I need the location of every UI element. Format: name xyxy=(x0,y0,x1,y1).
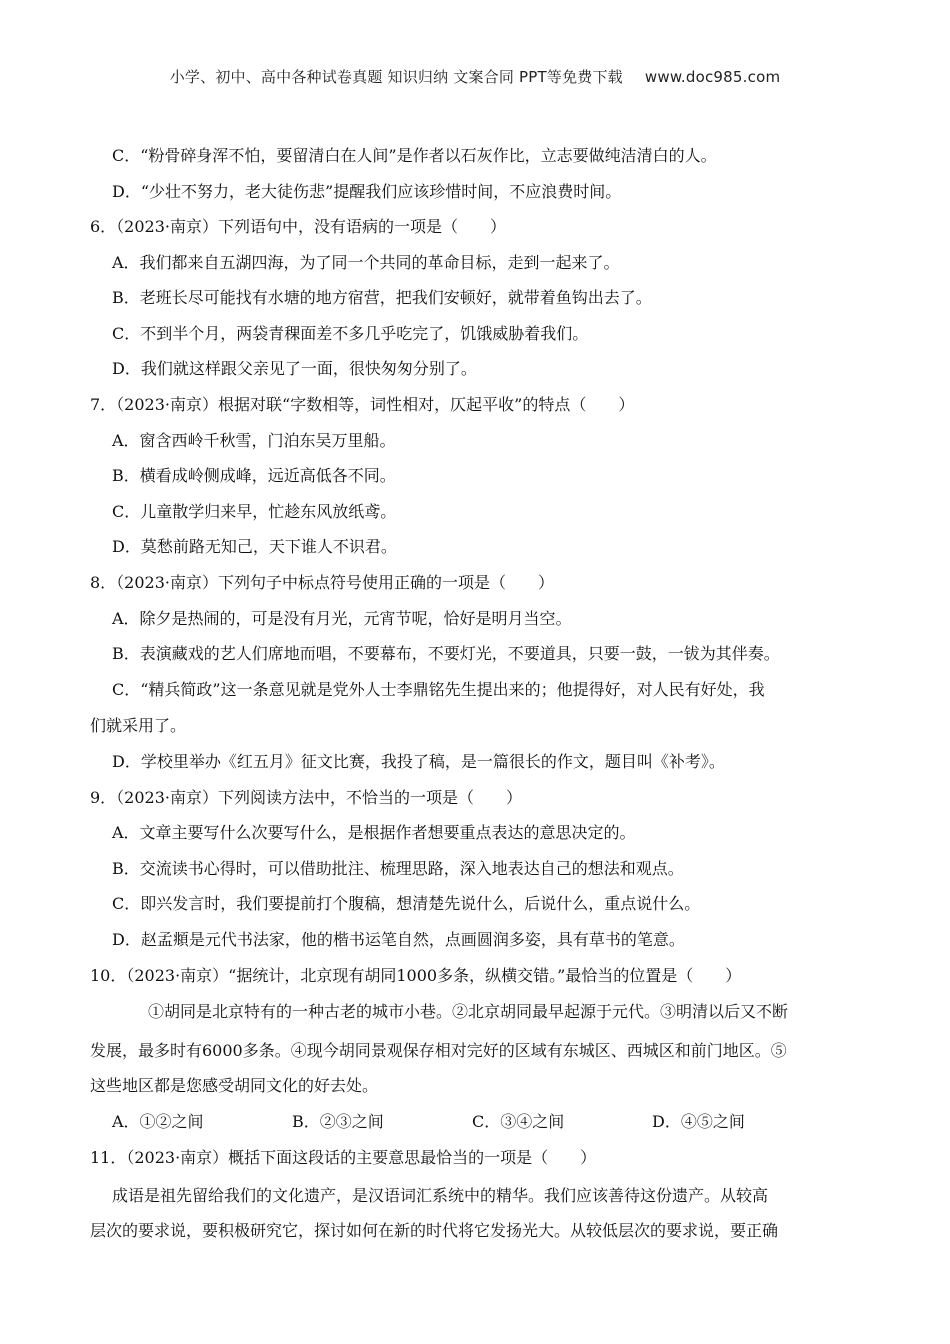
q9-option-a: A．文章主要写什么次要写什么，是根据作者想要重点表达的意思决定的。 xyxy=(112,823,636,842)
q8-option-b: B．表演藏戏的艺人们席地而唱，不要幕布，不要灯光，不要道具，只要一鼓，一钹为其伴奏。 xyxy=(112,644,780,663)
q11-passage-line-2: 层次的要求说，要积极研究它，探讨如何在新的时代将它发扬光大。从较低层次的要求说，要正确 xyxy=(90,1221,779,1240)
q9-option-c: C．即兴发言时，我们要提前打个腹稿，想清楚先说什么，后说什么，重点说什么。 xyxy=(112,894,701,913)
q8-option-c-continued: 们就采用了。 xyxy=(90,716,187,735)
q10-option-b: B．②③之间 xyxy=(292,1112,384,1131)
q9-option-b: B．交流读书心得时，可以借助批注、梳理思路，深入地表达自己的想法和观点。 xyxy=(112,859,684,878)
question-11: 11．（2023·南京）概括下面这段话的主要意思最恰当的一项是（ ） xyxy=(90,1148,597,1167)
q5-option-c: C．“粉骨碎身浑不怕，要留清白在人间”是作者以石灰作比，立志要做纯洁清白的人。 xyxy=(112,146,717,165)
q8-option-c: C．“精兵简政”这一条意见就是党外人士李鼎铭先生提出来的；他提得好，对人民有好处，我 xyxy=(112,680,765,699)
q10-option-c: C．③④之间 xyxy=(472,1112,565,1131)
q10-options-row xyxy=(112,1112,832,1132)
q11-passage-line-1: 成语是祖先留给我们的文化遗产，是汉语词汇系统中的精华。我们应该善待这份遗产。从较高 xyxy=(112,1186,769,1205)
question-6: 6．（2023·南京）下列语句中，没有语病的一项是（ ） xyxy=(90,217,506,236)
q6-option-d: D．我们就这样跟父亲见了一面，很快匆匆分别了。 xyxy=(112,359,477,378)
q10-option-d: D．④⑤之间 xyxy=(652,1112,745,1131)
q6-option-a: A．我们都来自五湖四海，为了同一个共同的革命目标，走到一起来了。 xyxy=(112,253,620,272)
q10-passage-line-3: 这些地区都是您感受胡同文化的好去处。 xyxy=(90,1076,379,1095)
q6-option-c: C．不到半个月，两袋青稞面差不多几乎吃完了，饥饿威胁着我们。 xyxy=(112,324,589,343)
q6-option-b: B．老班长尽可能找有水塘的地方宿营，把我们安顿好，就带着鱼钩出去了。 xyxy=(112,288,652,307)
q7-option-a: A．窗含西岭千秋雪，门泊东吴万里船。 xyxy=(112,431,396,450)
q7-option-c: C．儿童散学归来早，忙趁东风放纸鸢。 xyxy=(112,502,397,521)
header-text: 小学、初中、高中各种试卷真题 知识归纳 文案合同 PPT等免费下载 xyxy=(169,68,623,86)
q10-option-a: A．①②之间 xyxy=(112,1112,204,1131)
header-site-link[interactable]: www.doc985.com xyxy=(644,68,781,86)
question-8: 8．（2023·南京）下列句子中标点符号使用正确的一项是（ ） xyxy=(90,573,554,592)
question-7: 7．（2023·南京）根据对联“字数相等，词性相对，仄起平收”的特点（ ） xyxy=(90,395,635,414)
q8-option-d: D．学校里举办《红五月》征文比赛，我投了稿，是一篇很长的作文，题目叫《补考》。 xyxy=(112,752,725,771)
question-9: 9．（2023·南京）下列阅读方法中，不恰当的一项是（ ） xyxy=(90,788,522,807)
q10-passage-line-1: ①胡同是北京特有的一种古老的城市小巷。②北京胡同最早起源于元代。③明清以后又不断 xyxy=(148,1002,789,1021)
page-header xyxy=(0,66,950,87)
q5-option-d: D．“少壮不努力，老大徒伤悲”提醒我们应该珍惜时间，不应浪费时间。 xyxy=(112,182,622,201)
q8-option-a: A．除夕是热闹的，可是没有月光，元宵节呢，恰好是明月当空。 xyxy=(112,609,572,628)
q7-option-b: B．横看成岭侧成峰，远近高低各不同。 xyxy=(112,466,396,485)
question-10: 10．（2023·南京）“据统计，北京现有胡同1000多条，纵横交错。”最恰当的位置是（ ） xyxy=(90,966,742,985)
q7-option-d: D．莫愁前路无知己，天下谁人不识君。 xyxy=(112,537,397,556)
q9-option-d: D．赵孟頫是元代书法家，他的楷书运笔自然，点画圆润多姿，具有草书的笔意。 xyxy=(112,930,685,949)
q10-passage-line-2: 发展，最多时有6000多条。④现今胡同景观保存相对完好的区域有东城区、西城区和前门地区。⑤ xyxy=(90,1041,787,1060)
